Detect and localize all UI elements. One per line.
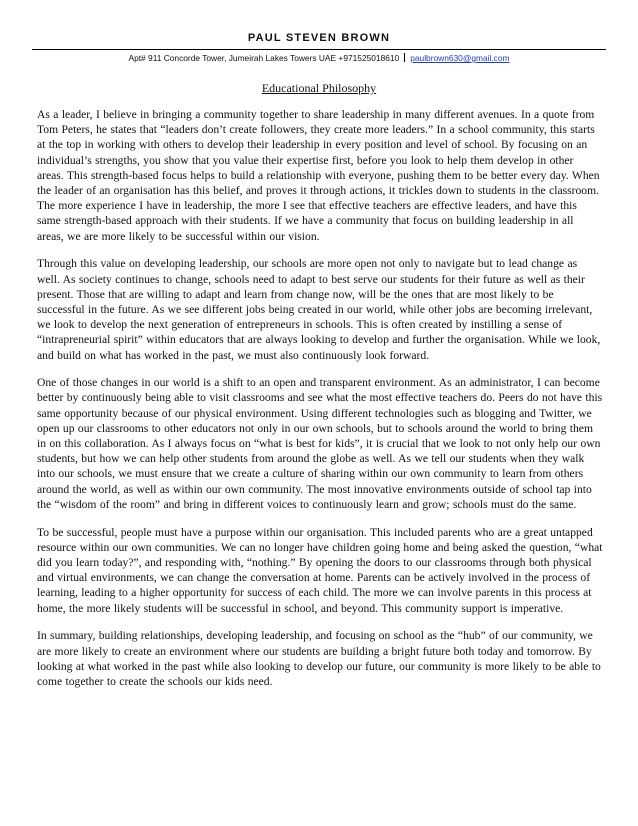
email-link[interactable]: paulbrown630@gmail.com (410, 53, 510, 63)
page-title: Educational Philosophy (261, 81, 377, 95)
address-text: Apt# 911 Concorde Tower, Jumeirah Lakes Towers UAE +971525018610 (128, 53, 400, 63)
paragraph: One of those changes in our world is a shift to an open and transparent environment. As an administrator, I can become better by continuously being able to visit classrooms and see what the most effective teachers do. Peers do not have this same opportunity because of our physical environment. Using different technologies such as blogging and Twitter, we open up our classrooms to other educators not only in our own schools, but to schools around the world to bring them in on this collaboration. As I always focus on “what is best for kids”, it is crucial that we look to not only help our own students, but how we can help other students from around the globe as well. As we tell our students when they walk into our schools, we must ensure that we create a culture of sharing within our own community to learn from others around the world, as well as within our own community. The most innovative environments outside of school tap into the “wisdom of the room” and bring in different voices to continuously learn and grow; schools must do the same. (37, 376, 603, 511)
paragraph: In summary, building relationships, developing leadership, and focusing on school as the “hub” of our community, we are more likely to create an environment where our students are building a bright future both today and tomorrow. By looking at what worked in the past while also looking to develop our future, our community is more likely to be able to come together to create the schools our kids need. (37, 629, 601, 688)
paragraph: To be successful, people must have a purpose within our organisation. This included parents who are a great untapped resource within our own communities. We can no longer have children going home and being asked the question, “what did you learn today?”, and responding with, “nothing.” By opening the doors to our classrooms through both physical and virtual environments, we can change the conversation at home. Parents can be actively involved in the process of learning, leading to a higher opportunity for success of each child. The more we can involve parents in this process at home, the more likely students will be successful in school, and beyond. This community support is imperative. (37, 525, 603, 615)
letterhead (32, 32, 606, 63)
author-name: PAUL STEVEN BROWN (247, 32, 391, 44)
contact-line (32, 53, 606, 63)
header-rule (32, 49, 606, 50)
paragraph: Through this value on developing leadership, our schools are more open not only to navigate but to lead change as well. As society continues to change, schools need to adapt to best serve our students for their future as well as their present. Those that are willing to adapt and learn from change now, will be the ones that are most likely to be successful in the future. As we see different jobs being created in our world, while other jobs are becoming irrelevant, we look to develop the next generation of entrepreneurs in schools. This is often created by instilling a sense of “intrapreneurial spirit” within educators that are always looking to develop and further the organisation. While we look, and build on what has worked in the past, we must also continuously look forward. (37, 257, 601, 362)
contact-separator (404, 53, 405, 62)
paragraph: As a leader, I believe in bringing a community together to share leadership in many different avenues. In a quote from Tom Peters, he states that “leaders don’t create followers, they create more leaders.” In a school community, this starts at the top in working with others to develop their leadership in every position and level of school. By focusing on an individual’s strengths, you show that you value their expertise first, before you look to help them develop in other areas. This strength-based focus helps to build a relationship with everyone, pushing them to be better every day. When the leader of an organisation has this belief, and proves it through actions, it trickles down to students in the classroom. The more experience I have in leadership, the more I see that effective teachers are effective leaders, and have this same strength-based approach with their students. If we have a community that focus on building leadership in all areas, we are more likely to be successful within our vision. (37, 108, 600, 243)
document-body (37, 107, 603, 702)
